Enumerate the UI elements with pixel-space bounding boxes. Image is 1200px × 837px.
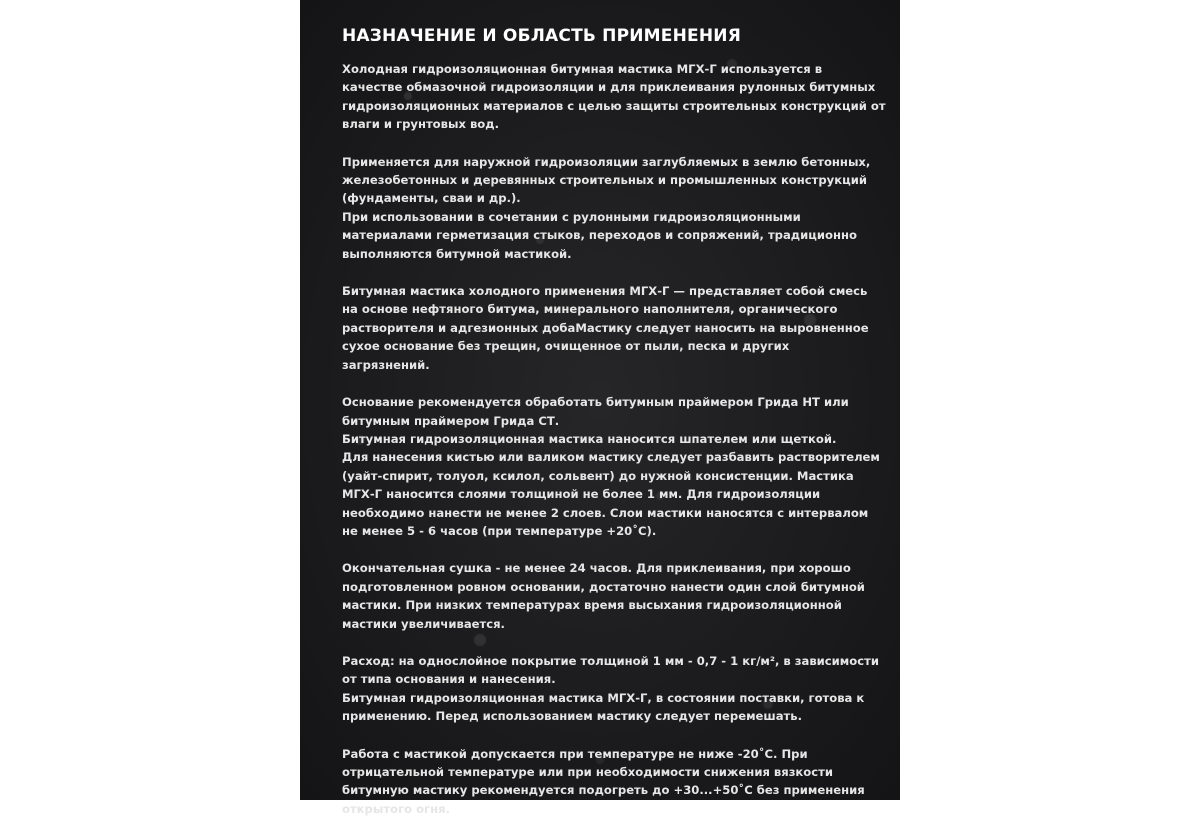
- text-line: необходимо нанести не менее 2 слоев. Слои мастики наносятся с интервалом: [342, 505, 869, 520]
- text-line: Битумная мастика холодного применения МГХ-Г — представляет собой смесь: [342, 284, 868, 299]
- text-line: качестве обмазочной гидроизоляции и для приклеивания рулонных битумных: [342, 80, 876, 95]
- text-line: (уайт-спирит, толуол, ксилол, сольвент) до нужной консистенции. Мастика: [342, 468, 854, 483]
- text-line: материалами герметизация стыков, переходов и сопряжений, традиционно: [342, 228, 857, 243]
- document-page: [300, 0, 900, 816]
- text-line: сухое основание без трещин, очищенное от пыли, песка и других: [342, 339, 790, 354]
- text-line: МГХ-Г наносится слоями толщиной не более 1 мм. Для гидроизоляции: [342, 487, 821, 502]
- text-line: на основе нефтяного битума, минерального наполнителя, органического: [342, 302, 838, 317]
- text-line: отрицательной температуре или при необходимости снижения вязкости: [342, 765, 833, 779]
- text-line: Битумная гидроизоляционная мастика наносится шпателем или щеткой.: [342, 431, 837, 446]
- text-line: (фундаменты, сваи и др.).: [342, 191, 521, 206]
- text-line: загрязнений.: [342, 357, 430, 372]
- text-line: растворителя и адгезионных добаМастику следует наносить на выровненное: [342, 320, 869, 335]
- paragraph-consumption: [342, 652, 879, 726]
- document-title: НАЗНАЧЕНИЕ И ОБЛАСТЬ ПРИМЕНЕНИЯ: [342, 26, 741, 46]
- text-line: Битумная гидроизоляционная мастика МГХ-Г, в состоянии поставки, готова к: [342, 690, 865, 705]
- text-line: Холодная гидроизоляционная битумная мастика МГХ-Г используется в: [342, 62, 823, 76]
- text-line: Окончательная сушка - не менее 24 часов. Для приклеивания, при хорошо: [342, 561, 851, 576]
- text-line: влаги и грунтовых вод.: [342, 117, 500, 132]
- text-line: выполняются битумной мастикой.: [342, 246, 572, 261]
- text-line: мастики. При низких температурах время высыхания гидроизоляционной: [342, 598, 842, 613]
- paragraph-preparation: [342, 393, 880, 540]
- paragraph-composition: [342, 282, 869, 374]
- text-line: гидроизоляционных материалов с целью защиты строительных конструкций от: [342, 98, 886, 113]
- text-line: мастики увеличивается.: [342, 616, 505, 631]
- document-content: [342, 26, 886, 837]
- text-line: Основание рекомендуется обработать битумным праймером Грида НТ или: [342, 395, 849, 410]
- text-line: битумную мастику рекомендуется подогреть до +30...+50˚С без применения: [342, 783, 865, 798]
- paragraph-drying: [342, 559, 865, 633]
- text-line: Работа с мастикой допускается при температуре не ниже -20˚С. При: [342, 746, 808, 761]
- paragraph-purpose: [342, 60, 886, 134]
- text-line: подготовленном ровном основании, достаточно нанести один слой битумной: [342, 579, 865, 594]
- text-line: Применяется для наружной гидроизоляции заглубляемых в землю бетонных,: [342, 154, 871, 169]
- text-line: При использовании в сочетании с рулонными гидроизоляционными: [342, 209, 801, 224]
- text-line: Расход: на однослойное покрытие толщиной 1 мм - 0,7 - 1 кг/м², в зависимости: [342, 653, 879, 668]
- text-line: от типа основания и нанесения.: [342, 672, 556, 687]
- text-line: применению. Перед использованием мастику следует перемешать.: [342, 709, 802, 724]
- paragraph-temperature: [342, 745, 865, 819]
- text-line: не менее 5 - 6 часов (при температуре +20˚С).: [342, 523, 657, 538]
- text-line: железобетонных и деревянных строительных и промышленных конструкций: [342, 173, 867, 188]
- paragraph-application: [342, 153, 871, 263]
- text-line: Для нанесения кистью или валиком мастику следует разбавить растворителем: [342, 450, 880, 465]
- text-line: открытого огня.: [342, 801, 450, 816]
- text-line: битумным праймером Грида СТ.: [342, 413, 560, 428]
